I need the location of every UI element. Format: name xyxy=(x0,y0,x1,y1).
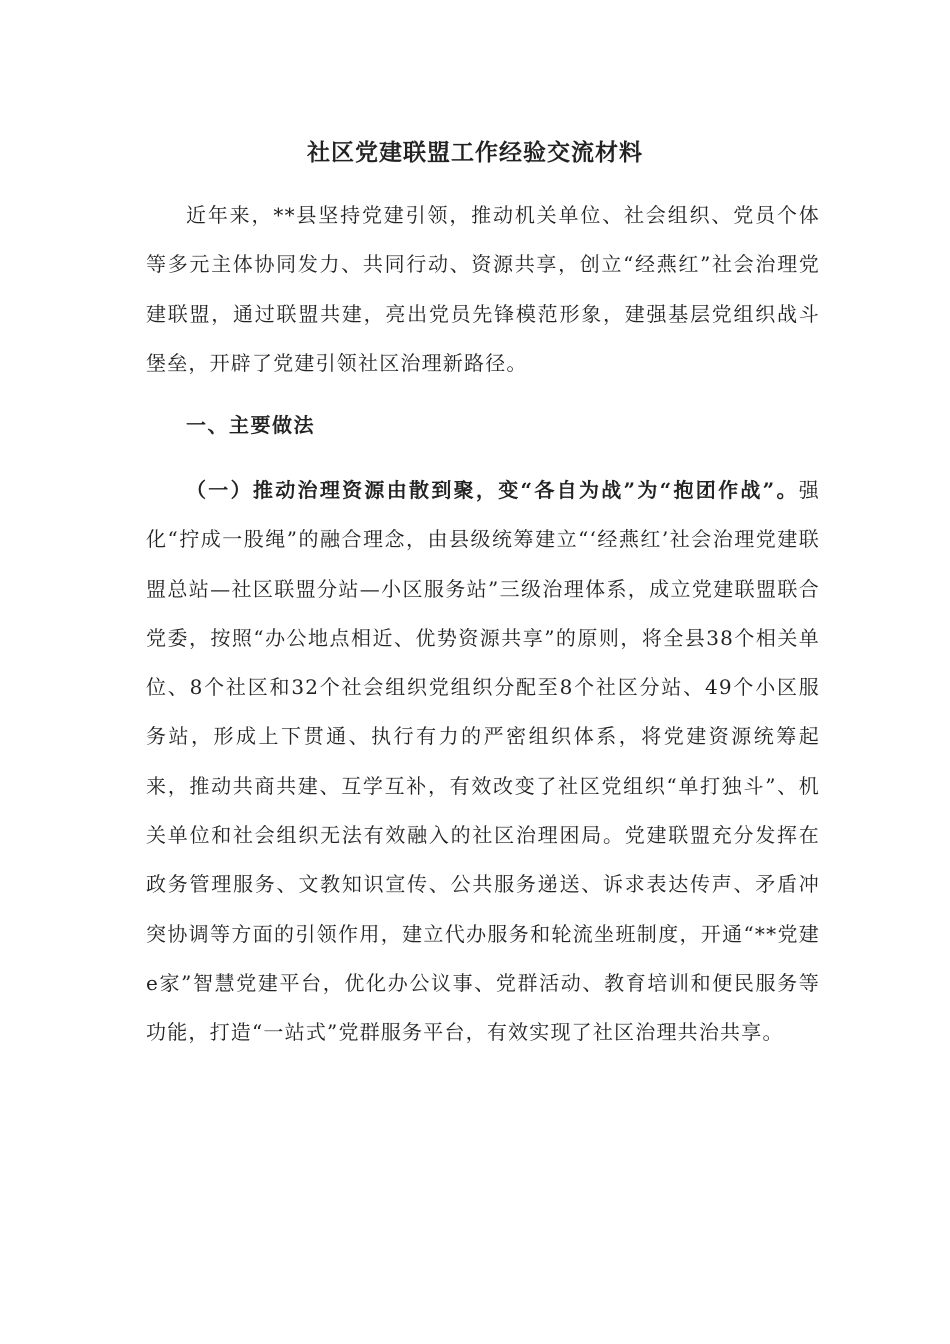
intro-paragraph: 近年来，**县坚持党建引领，推动机关单位、社会组织、党员个体等多元主体协同发力、共同行动、资源共享，创立“经燕红”社会治理党建联盟，通过联盟共建，亮出党员先锋模范形象，建强基层党组织战斗堡垒，开辟了党建引领社区治理新路径。 xyxy=(146,203,820,375)
document-title: 社区党建联盟工作经验交流材料 xyxy=(307,139,643,166)
section-1-lead: （一）推动治理资源由散到聚，变“各自为战”为“抱团作战”。 xyxy=(186,478,799,502)
section-heading-main-practices: 一、主要做法 xyxy=(186,413,315,437)
section-1-paragraph xyxy=(146,466,820,1058)
section-1-body: 强化“拧成一股绳”的融合理念，由县级统筹建立“‘经燕红’社会治理党建联盟总站—社区联盟分站—小区服务站”三级治理体系，成立党建联盟联合党委，按照“办公地点相近、优势资源共享”的原则，将全县38个相关单位、8个社区和32个社会组织党组织分配至8个社区分站、49个小区服务站，形成上下贯通、执行有力的严密组织体系，将党建资源统筹起来，推动共商共建、互学互补，有效改变了社区党组织“单打独斗”、机关单位和社会组织无法有效融入的社区治理困局。党建联盟充分发挥在政务管理服务、文教知识宣传、公共服务递送、诉求表达传声、矛盾冲突协调等方面的引领作用，建立代办服务和轮流坐班制度，开通“**党建e家”智慧党建平台，优化办公议事、党群活动、教育培训和便民服务等功能，打造“一站式”党群服务平台，有效实现了社区治理共治共享。 xyxy=(146,478,820,1045)
